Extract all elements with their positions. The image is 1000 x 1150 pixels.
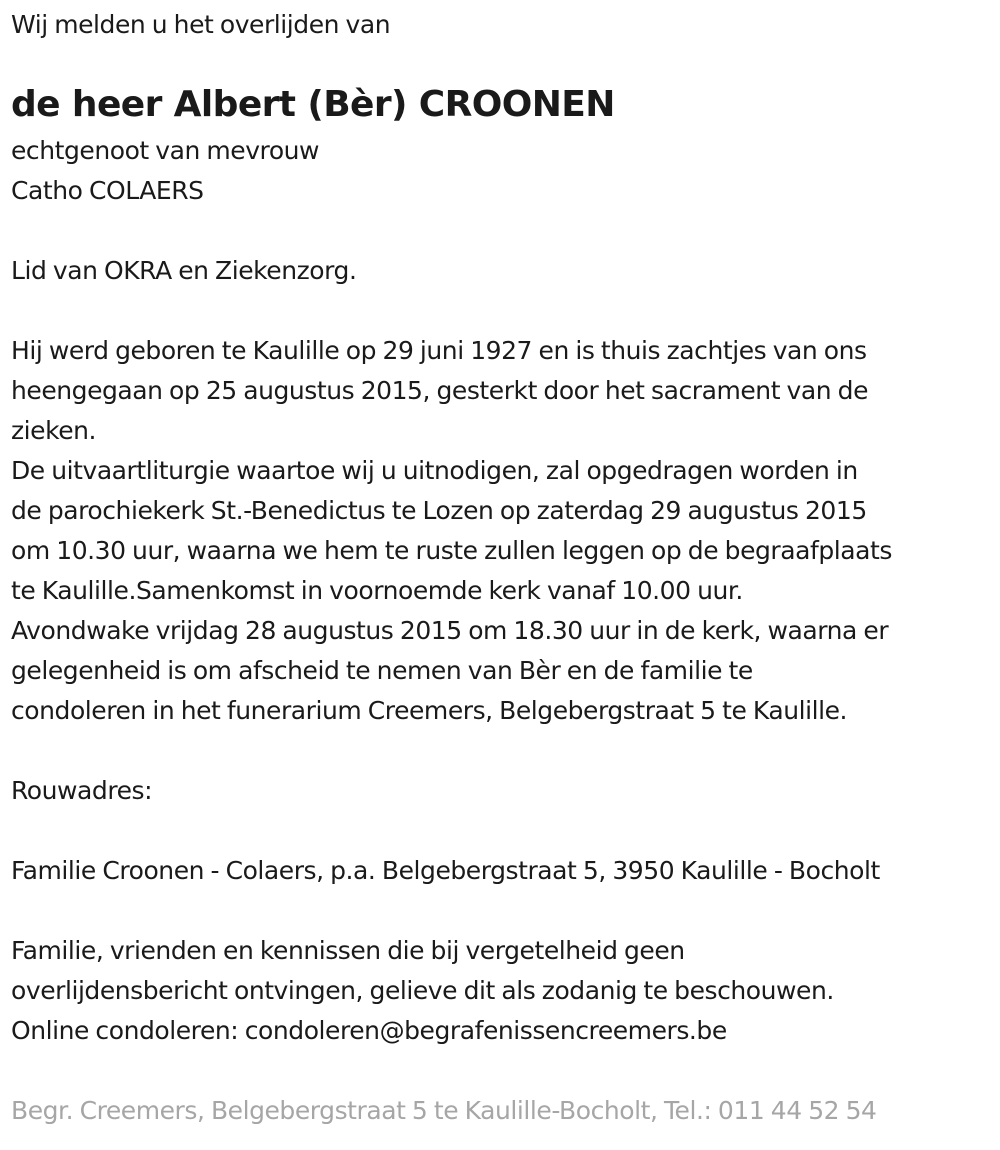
details-line: te Kaulille.Samenkomst in voornoemde kerk vanaf 10.00 uur. [11,576,743,605]
spacer [11,211,996,251]
intro-text: Wij melden u het overlijden van [11,10,391,39]
funeral-home-footer: Begr. Creemers, Belgebergstraat 5 te Kaulille-Bocholt, Tel.: 011 44 52 54 [11,1096,877,1125]
details-paragraph [11,331,996,731]
death-notice [11,5,996,1131]
spacer [11,891,996,931]
mourning-address-label: Rouwadres: [11,776,153,805]
spacer [11,731,996,771]
mourning-address: Familie Croonen - Colaers, p.a. Belgebergstraat 5, 3950 Kaulille - Bocholt [11,856,880,885]
details-line: Hij werd geboren te Kaulille op 29 juni 1927 en is thuis zachtjes van ons [11,336,867,365]
online-condolence-line [11,1011,996,1051]
details-line: condoleren in het funerarium Creemers, Belgebergstraat 5 te Kaulille. [11,696,848,725]
spouse-line-1: echtgenoot van mevrouw [11,136,320,165]
details-line: heengegaan op 25 augustus 2015, gesterkt door het sacrament van de [11,376,869,405]
deceased-name: de heer Albert (Bèr) CROONEN [11,84,615,125]
online-condolence-label: Online condoleren: [11,1016,245,1045]
condolence-email-link[interactable]: condoleren@begrafenissencreemers.be [244,1016,727,1045]
details-line: gelegenheid is om afscheid te nemen van Bèr en de familie te [11,656,753,685]
details-line: De uitvaartliturgie waartoe wij u uitnodigen, zal opgedragen worden in [11,456,858,485]
details-line: om 10.30 uur, waarna we hem te ruste zullen leggen op de begraafplaats [11,536,892,565]
membership-text: Lid van OKRA en Ziekenzorg. [11,256,357,285]
details-line: Avondwake vrijdag 28 augustus 2015 om 18.30 uur in de kerk, waarna er [11,616,889,645]
spacer [11,811,996,851]
spacer [11,1051,996,1091]
spouse-name: Catho COLAERS [11,176,204,205]
closing-line-1: Familie, vrienden en kennissen die bij vergetelheid geen [11,936,685,965]
details-line: zieken. [11,416,97,445]
details-line: de parochiekerk St.-Benedictus te Lozen op zaterdag 29 augustus 2015 [11,496,867,525]
spacer [11,291,996,331]
closing-line-2: overlijdensbericht ontvingen, gelieve dit als zodanig te beschouwen. [11,976,834,1005]
